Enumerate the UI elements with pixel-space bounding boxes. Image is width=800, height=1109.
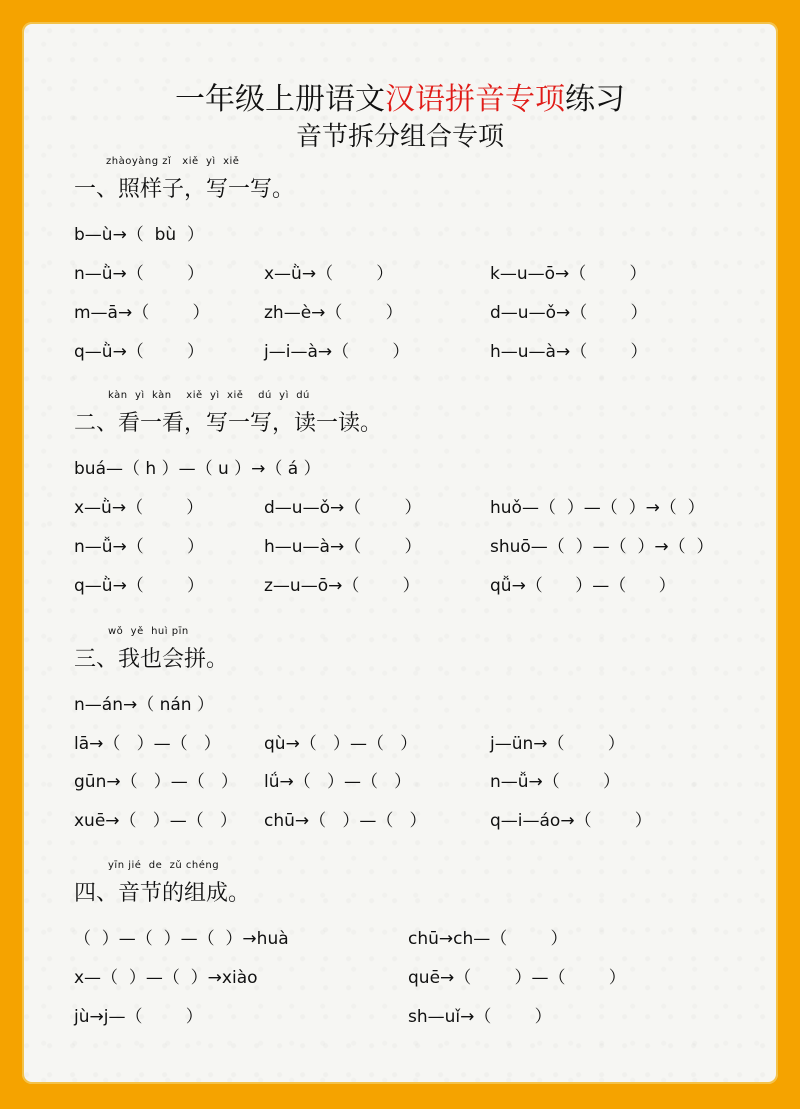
exercise-item: k—u—ō→（ ） — [490, 264, 647, 284]
section-1-title: 一、照样子，写一写。 — [74, 177, 295, 202]
exercise-item: chū→（ ）—（ ） — [264, 811, 427, 831]
exercise-item: quē→（ ）—（ ） — [408, 968, 626, 988]
section-2-pinyin: kàn yì kàn xiě yì xiě dú yì dú — [108, 390, 310, 401]
exercise-item: q—i—áo→（ ） — [490, 811, 652, 831]
title-highlight: 汉语拼音专项 — [385, 82, 565, 117]
exercise-item: h—u—à→（ ） — [490, 342, 648, 362]
exercise-item: lǘ→（ ）—（ ） — [264, 772, 412, 792]
exercise-item: jù→j—（ ） — [74, 1007, 203, 1027]
section-3-pinyin: wǒ yě huì pīn — [108, 626, 189, 637]
section-1-heading — [74, 156, 295, 203]
exercise-item: d—u—ǒ→（ ） — [490, 303, 648, 323]
exercise-item: zh—è→（ ） — [264, 303, 403, 323]
exercise-item: x—ǜ→（ ） — [74, 498, 204, 518]
exercise-item: sh—uǐ→（ ） — [408, 1007, 552, 1027]
exercise-item: n—án→（ nán ） — [74, 695, 214, 715]
exercise-item: chū→ch—（ ） — [408, 929, 568, 949]
exercise-item: n—ǜ→（ ） — [74, 264, 205, 284]
exercise-item: lā→（ ）—（ ） — [74, 734, 221, 754]
section-4-title: 四、音节的组成。 — [74, 881, 251, 906]
page-subtitle: 音节拆分组合专项 — [295, 122, 504, 152]
section-3-heading — [74, 626, 229, 673]
exercise-item: xuē→（ ）—（ ） — [74, 811, 237, 831]
section-3-title: 三、我也会拼。 — [74, 647, 229, 672]
section-1-pinyin: zhàoyàng zǐ xiě yì xiě — [106, 156, 240, 167]
exercise-item: q—ǜ→（ ） — [74, 342, 205, 362]
exercise-item: z—u—ō→（ ） — [264, 576, 420, 596]
exercise-item: d—u—ǒ→（ ） — [264, 498, 422, 518]
exercise-item: huǒ—（ ）—（ ）→（ ） — [490, 498, 705, 518]
section-4-pinyin: yīn jié de zǔ chéng — [108, 860, 220, 871]
exercise-item: qǚ→（ ）—（ ） — [490, 576, 676, 596]
section-2-title: 二、看一看，写一写，读一读。 — [74, 411, 383, 436]
title-part1: 一年级上册语文 — [175, 82, 385, 117]
exercise-item: x—ǜ→（ ） — [264, 264, 394, 284]
title-part2: 练习 — [565, 82, 625, 117]
exercise-item: j—ün→（ ） — [490, 734, 625, 754]
exercise-item: h—u—à→（ ） — [264, 537, 422, 557]
exercise-item: n—ǚ→（ ） — [490, 772, 621, 792]
page-title — [0, 74, 800, 118]
exercise-item: qù→（ ）—（ ） — [264, 734, 418, 754]
exercise-item: m—ā→（ ） — [74, 303, 210, 323]
section-2-heading — [74, 390, 383, 437]
exercise-item: （ ）—（ ）—（ ）→huà — [74, 929, 289, 949]
exercise-item: x—（ ）—（ ）→xiào — [74, 968, 258, 988]
exercise-item: q—ǜ→（ ） — [74, 576, 205, 596]
exercise-item: b—ù→（ bù ） — [74, 225, 204, 245]
exercise-item: shuō—（ ）—（ ）→（ ） — [490, 537, 714, 557]
exercise-item: n—ǚ→（ ） — [74, 537, 205, 557]
exercise-item: gūn→（ ）—（ ） — [74, 772, 239, 792]
section-4-heading — [74, 860, 251, 907]
exercise-item: buá—（ h ）—（ u ）→（ á ） — [74, 459, 321, 479]
exercise-item: j—i—à→（ ） — [264, 342, 410, 362]
